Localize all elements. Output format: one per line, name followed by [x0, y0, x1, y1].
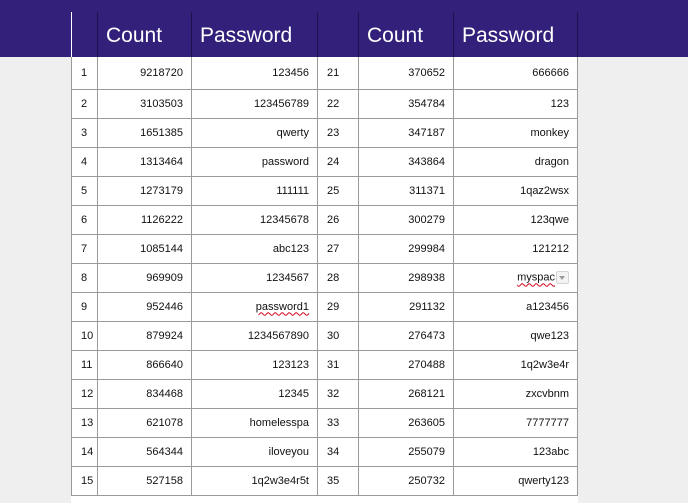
cell-text: 22: [327, 97, 340, 110]
cell-rank-right[interactable]: [318, 408, 359, 437]
cell-text: 32: [327, 387, 340, 400]
cell-text: 21: [327, 66, 340, 79]
cell-count-right[interactable]: [359, 205, 454, 234]
cell-rank-left[interactable]: [72, 118, 98, 147]
cell-rank-left[interactable]: [72, 263, 98, 292]
cell-text: 311371: [409, 184, 445, 197]
cell-text: 866640: [146, 358, 183, 371]
table-row: [72, 437, 578, 466]
table-row: [72, 176, 578, 205]
cell-text: 28: [327, 271, 340, 284]
cell-password-left[interactable]: [192, 118, 318, 147]
cell-text: 12345: [278, 387, 309, 400]
cell-text: 111111: [276, 184, 309, 197]
cell-password-left[interactable]: [192, 379, 318, 408]
cell-count-right[interactable]: [359, 147, 454, 176]
cell-rank-left[interactable]: [72, 234, 98, 263]
header-row: [72, 12, 578, 57]
cell-rank-left[interactable]: [72, 379, 98, 408]
cell-text: 250732: [408, 474, 445, 487]
header-password-right: Password: [454, 12, 578, 57]
cell-password-right[interactable]: [454, 89, 578, 118]
cell-text: 34: [327, 445, 340, 458]
cell-text: qwerty: [276, 126, 309, 139]
header-rank-left: [72, 12, 98, 57]
cell-text: 263605: [408, 416, 445, 429]
cell-rank-right[interactable]: [318, 89, 359, 118]
cell-text: password1: [255, 300, 309, 313]
cell-password-right[interactable]: [454, 408, 578, 437]
cell-password-right[interactable]: [454, 57, 578, 89]
cell-password-right[interactable]: [454, 118, 578, 147]
cell-rank-right[interactable]: [318, 234, 359, 263]
table-row: [72, 350, 578, 379]
cell-text: 1q2w3e4r5t: [251, 474, 309, 487]
cell-password-right[interactable]: [454, 205, 578, 234]
table-row: [72, 263, 578, 292]
cell-text: 14: [81, 445, 94, 458]
cell-password-left[interactable]: [192, 263, 318, 292]
table-row: [72, 205, 578, 234]
cell-count-left[interactable]: [98, 466, 192, 495]
table-row: [72, 466, 578, 495]
table-body: [72, 57, 578, 495]
cell-rank-left[interactable]: [72, 466, 98, 495]
cell-text: 123: [550, 97, 569, 110]
cell-password-right[interactable]: [454, 437, 578, 466]
cell-text: 123qwe: [530, 213, 569, 226]
cell-text: 26: [327, 213, 340, 226]
cell-count-right[interactable]: [359, 350, 454, 379]
cell-text: 29: [327, 300, 340, 313]
cell-text: 969909: [146, 271, 183, 284]
cell-rank-right[interactable]: [318, 292, 359, 321]
table-row: [72, 379, 578, 408]
cell-count-right[interactable]: [359, 89, 454, 118]
cell-text: 1qaz2wsx: [520, 184, 569, 197]
cell-count-left[interactable]: [98, 205, 192, 234]
cell-rank-right[interactable]: [318, 321, 359, 350]
cell-text: 1234567890: [247, 329, 309, 342]
cell-rank-right[interactable]: [318, 147, 359, 176]
cell-password-right[interactable]: [454, 321, 578, 350]
cell-text: zxcvbnm: [525, 387, 569, 400]
cell-text: 31: [327, 358, 340, 371]
cell-text: 11: [81, 358, 93, 371]
cell-text: 1651385: [140, 126, 183, 139]
cell-text: 270488: [408, 358, 445, 371]
cell-text: 15: [81, 474, 94, 487]
cell-password-right[interactable]: [454, 263, 578, 292]
table-row: [72, 118, 578, 147]
cell-password-left[interactable]: [192, 205, 318, 234]
cell-text: a123456: [526, 300, 569, 313]
header-password-left: Password: [192, 12, 318, 57]
cell-text: 6: [81, 213, 88, 226]
cell-text: 35: [327, 474, 340, 487]
header-count-left: Count: [98, 12, 192, 57]
cell-text: 952446: [146, 300, 183, 313]
cell-password-right[interactable]: [454, 292, 578, 321]
cell-text: 268121: [408, 387, 445, 400]
table-row: [72, 408, 578, 437]
cell-text: 621078: [146, 416, 183, 429]
cell-rank-left[interactable]: [72, 176, 98, 205]
cell-count-right[interactable]: [359, 234, 454, 263]
cell-text: 1085144: [140, 242, 183, 255]
cell-rank-left[interactable]: [72, 89, 98, 118]
cell-count-right[interactable]: [359, 466, 454, 495]
cell-rank-left[interactable]: [72, 205, 98, 234]
cell-count-left[interactable]: [98, 437, 192, 466]
cell-text: qwerty123: [518, 474, 569, 487]
table-row: [72, 57, 578, 89]
cell-text: homelesspa: [249, 416, 309, 429]
cell-count-right[interactable]: [359, 57, 454, 89]
cell-text: 123456789: [253, 97, 309, 110]
cell-text: 370652: [408, 66, 445, 79]
cell-text: 276473: [408, 329, 445, 342]
cell-text: myspac: [517, 271, 555, 284]
cell-password-right[interactable]: [454, 234, 578, 263]
cell-count-right[interactable]: [359, 176, 454, 205]
cell-rank-right[interactable]: [318, 176, 359, 205]
cell-password-left[interactable]: [192, 408, 318, 437]
cell-count-left[interactable]: [98, 292, 192, 321]
cell-count-right[interactable]: [359, 379, 454, 408]
cell-text: 5: [81, 184, 88, 197]
password-table: [71, 12, 578, 496]
cell-password-left[interactable]: [192, 292, 318, 321]
cell-count-left[interactable]: [98, 147, 192, 176]
cell-text: password: [261, 155, 309, 168]
cell-text: 10: [81, 329, 94, 342]
cell-password-right[interactable]: [454, 350, 578, 379]
cell-text: 1q2w3e4r: [520, 358, 569, 371]
cell-text: 299984: [408, 242, 445, 255]
cell-count-left[interactable]: [98, 321, 192, 350]
table-row: [72, 321, 578, 350]
cell-text: 291132: [409, 300, 445, 313]
cell-text: 1234567: [266, 271, 309, 284]
cell-rank-right[interactable]: [318, 263, 359, 292]
cell-text: 879924: [146, 329, 183, 342]
cell-rank-left[interactable]: [72, 437, 98, 466]
cell-rank-right[interactable]: [318, 379, 359, 408]
cell-text: 9: [81, 300, 88, 313]
cell-text: 1313464: [140, 155, 183, 168]
cell-password-right[interactable]: [454, 466, 578, 495]
cell-count-right[interactable]: [359, 437, 454, 466]
cell-text: 564344: [146, 445, 183, 458]
cell-text: 354784: [408, 97, 445, 110]
cell-text: 12345678: [260, 213, 309, 226]
cell-password-left[interactable]: [192, 466, 318, 495]
cell-text: iloveyou: [268, 445, 309, 458]
header-count-right: Count: [359, 12, 454, 57]
cell-text: 30: [327, 329, 340, 342]
cell-password-left[interactable]: [192, 89, 318, 118]
cell-text: 13: [81, 416, 94, 429]
cell-text: 23: [327, 126, 340, 139]
cell-rank-left[interactable]: [72, 321, 98, 350]
cell-text: dragon: [534, 155, 569, 168]
cell-text: 123123: [272, 358, 309, 371]
cell-rank-right[interactable]: [318, 205, 359, 234]
cell-text: 123456: [272, 66, 309, 79]
cell-password-left[interactable]: [192, 176, 318, 205]
cell-text: 12: [81, 387, 94, 400]
cell-text: 25: [327, 184, 340, 197]
cell-text: 343864: [408, 155, 445, 168]
cell-password-right[interactable]: [454, 176, 578, 205]
cell-count-left[interactable]: [98, 118, 192, 147]
cell-text: 3103503: [140, 97, 183, 110]
cell-count-left[interactable]: [98, 89, 192, 118]
cell-count-right[interactable]: [359, 408, 454, 437]
cell-rank-left[interactable]: [72, 292, 98, 321]
cell-count-left[interactable]: [98, 234, 192, 263]
cell-count-left[interactable]: [98, 350, 192, 379]
cell-text: 1273179: [140, 184, 183, 197]
table-row: [72, 147, 578, 176]
cell-text: 666666: [532, 66, 569, 79]
cell-count-right[interactable]: [359, 321, 454, 350]
cell-count-right[interactable]: [359, 118, 454, 147]
cell-count-left[interactable]: [98, 379, 192, 408]
chevron-down-icon[interactable]: [556, 271, 569, 284]
cell-text: 27: [327, 242, 340, 255]
cell-rank-left[interactable]: [72, 408, 98, 437]
cell-count-left[interactable]: [98, 263, 192, 292]
cell-text: 7777777: [526, 416, 569, 429]
cell-text: 834468: [146, 387, 183, 400]
cell-text: 9218720: [140, 66, 183, 79]
cell-rank-right[interactable]: [318, 466, 359, 495]
cell-count-right[interactable]: [359, 263, 454, 292]
cell-rank-left[interactable]: [72, 350, 98, 379]
cell-count-right[interactable]: [359, 292, 454, 321]
cell-rank-right[interactable]: [318, 350, 359, 379]
cell-count-left[interactable]: [98, 176, 192, 205]
cell-text: abc123: [272, 242, 309, 255]
cell-text: 8: [81, 271, 88, 284]
cell-password-left[interactable]: [192, 57, 318, 89]
cell-text: 347187: [408, 126, 445, 139]
table-row: [72, 89, 578, 118]
cell-text: 2: [81, 97, 88, 110]
cell-text: 4: [81, 155, 88, 168]
cell-text: 1126222: [140, 213, 183, 226]
cell-text: 7: [81, 242, 88, 255]
cell-rank-right[interactable]: [318, 57, 359, 89]
cell-text: qwe123: [530, 329, 569, 342]
cell-password-left[interactable]: [192, 350, 318, 379]
cell-text: 121212: [532, 242, 569, 255]
cell-text: 255079: [408, 445, 445, 458]
header-rank-right: [318, 12, 359, 57]
cell-rank-right[interactable]: [318, 118, 359, 147]
cell-password-left[interactable]: [192, 234, 318, 263]
table-row: [72, 234, 578, 263]
table-row: [72, 292, 578, 321]
cell-rank-left[interactable]: [72, 57, 98, 89]
cell-password-left[interactable]: [192, 321, 318, 350]
cell-text: 24: [327, 155, 340, 168]
cell-password-left[interactable]: [192, 147, 318, 176]
cell-text: 298938: [408, 271, 445, 284]
cell-text: 3: [81, 126, 88, 139]
cell-text: 527158: [146, 474, 183, 487]
cell-password-left[interactable]: [192, 437, 318, 466]
cell-password-right[interactable]: [454, 147, 578, 176]
cell-rank-left[interactable]: [72, 147, 98, 176]
cell-count-left[interactable]: [98, 408, 192, 437]
cell-password-right[interactable]: [454, 379, 578, 408]
cell-text: monkey: [530, 126, 569, 139]
cell-rank-right[interactable]: [318, 437, 359, 466]
cell-text: 123abc: [532, 445, 569, 458]
cell-text: 33: [327, 416, 340, 429]
cell-text: 300279: [408, 213, 445, 226]
cell-text: 1: [81, 66, 88, 79]
cell-count-left[interactable]: [98, 57, 192, 89]
